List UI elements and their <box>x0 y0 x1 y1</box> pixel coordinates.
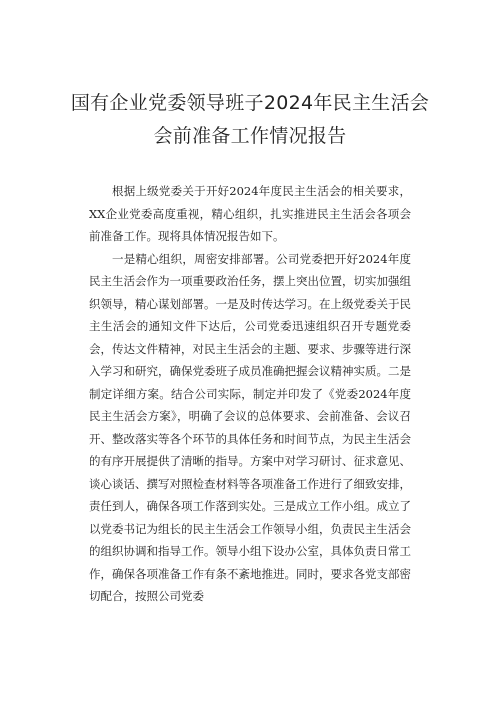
section-1-text: 公司党委把开好2024年度民主生活会作为一项重要政治任务，摆上突出位置，切实加强组织领导，精心谋划部署。一是及时传达学习。在上级党委关于民主生活会的通知文件下达后，公司党委迅速组织召开专题党委会，传达文件精神，对民主生活会的主题、要求、步骤等进行深入学习和研究，确保党委班子成员准确把握会议精神实质。二是制定详细方案。结合公司实际，制定并印发了《党委2024年度民主生活会方案》，明确了会议的总体要求、会前准备、会议召开、整改落实等各个环节的具体任务和时间节点，为民主生活会的有序开展提供了清晰的指导。方案中对学习研讨、征求意见、谈心谈话、撰写对照检查材料等各项准备工作进行了细致安排，责任到人，确保各项工作落到实处。三是成立工作小组。成立了以党委书记为组长的民主生活会工作领导小组，负责民主生活会的组织协调和指导工作。领导小组下设办公室，具体负责日常工作，确保各项准备工作有条不紊地推进。同时，要求各党支部密切配合，按照公司党委 <box>89 251 412 603</box>
document-body <box>89 180 411 608</box>
paragraph-section-1 <box>89 248 411 608</box>
paragraph-intro-text: 根据上级党委关于开好2024年度民主生活会的相关要求，XX企业党委高度重视，精心组织，扎实推进民主生活会各项会前准备工作。现将具体情况报告如下。 <box>89 184 411 243</box>
document-title-line1: 国有企业党委领导班子2024年民主生活会 <box>70 92 430 114</box>
section-1-heading: 一是精心组织，周密安排部署。 <box>112 251 277 266</box>
paragraph-intro <box>89 180 411 248</box>
document-title-line2: 会前准备工作情况报告 <box>153 125 347 147</box>
